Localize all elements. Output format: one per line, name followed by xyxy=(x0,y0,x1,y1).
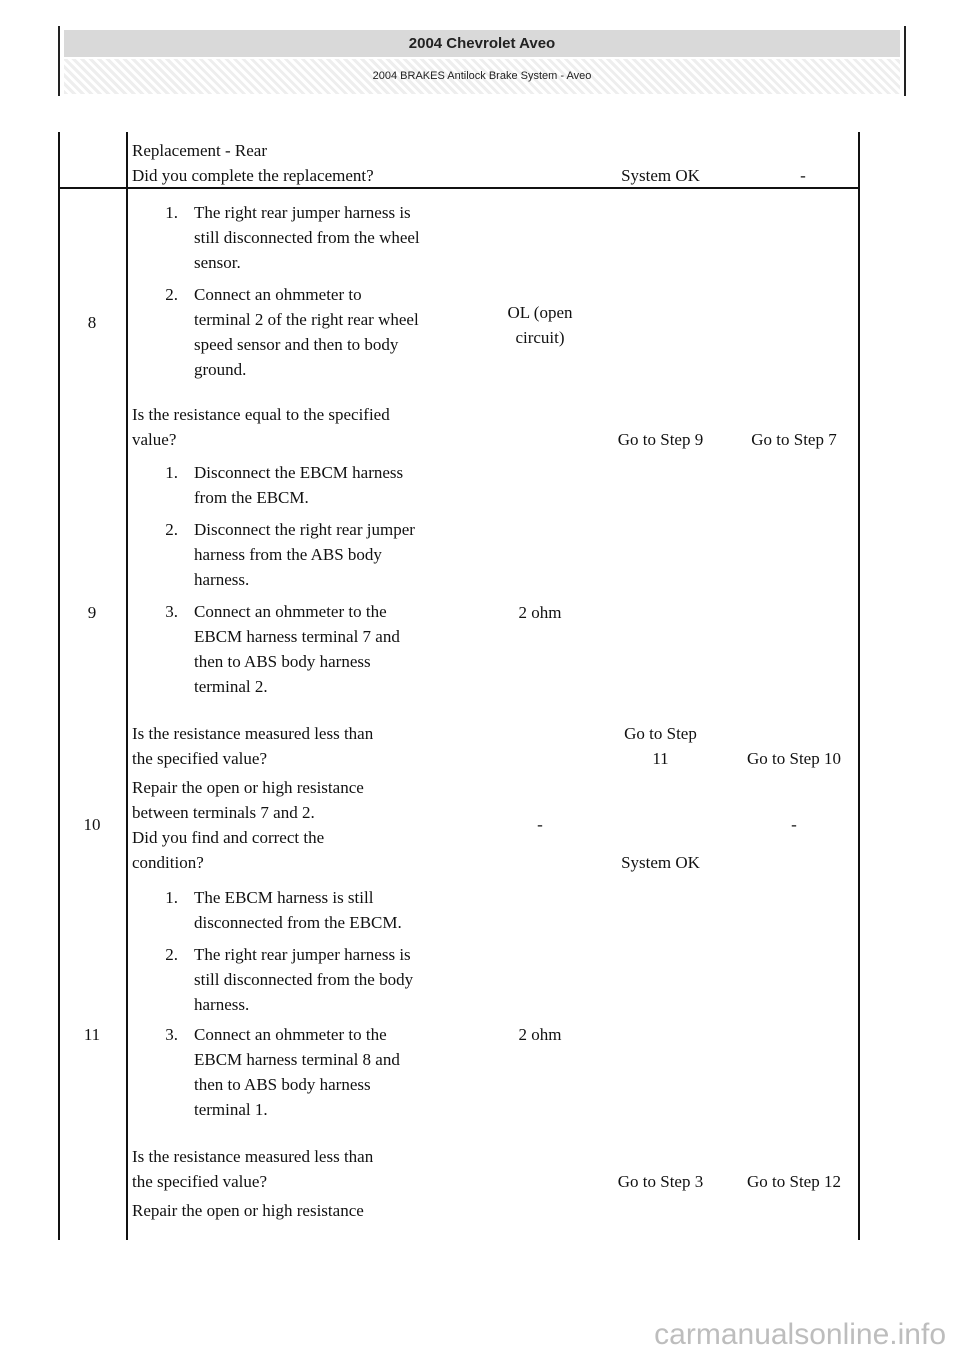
no-result: - xyxy=(800,166,806,185)
list-item-line: Connect an ohmmeter to the xyxy=(194,602,387,621)
table-border-right xyxy=(858,132,860,1240)
step-number: 8 xyxy=(87,313,97,332)
step-question: value? xyxy=(132,430,177,449)
list-item-line: Disconnect the EBCM harness xyxy=(194,463,404,482)
list-item-line: sensor. xyxy=(194,253,241,272)
yes-result: Go to Step xyxy=(624,724,697,743)
step-number: 11 xyxy=(83,1025,101,1044)
list-item-line: terminal 2 of the right rear wheel xyxy=(194,310,419,329)
list-item-line: then to ABS body harness xyxy=(194,652,371,671)
step-question: the specified value? xyxy=(132,1172,267,1191)
list-item-line: harness from the ABS body xyxy=(194,545,382,564)
watermark: carmanualsonline.info xyxy=(654,1318,946,1351)
step-question: Is the resistance measured less than xyxy=(132,1147,374,1166)
list-item-number: 2. xyxy=(165,520,178,539)
no-result: - xyxy=(791,815,797,834)
spec-value: 2 ohm xyxy=(518,1025,562,1044)
list-item-number: 1. xyxy=(165,888,178,907)
action-line: between terminals 7 and 2. xyxy=(132,803,315,822)
spec-value: circuit) xyxy=(515,328,565,347)
action-line: condition? xyxy=(132,853,204,872)
action-line: Did you find and correct the xyxy=(132,828,325,847)
list-item-number: 2. xyxy=(165,285,178,304)
header-border-left xyxy=(58,26,60,96)
list-item-number: 2. xyxy=(165,945,178,964)
yes-result: System OK xyxy=(621,853,700,872)
yes-result: 11 xyxy=(652,749,669,768)
list-item-number: 3. xyxy=(165,602,178,621)
list-item-line: disconnected from the EBCM. xyxy=(194,913,402,932)
step-number: 10 xyxy=(83,815,101,834)
no-result: Go to Step 12 xyxy=(747,1172,841,1191)
step-question: the specified value? xyxy=(132,749,267,768)
spec-value: 2 ohm xyxy=(518,603,562,622)
list-item-line: Connect an ohmmeter to the xyxy=(194,1025,387,1044)
step-question: Is the resistance equal to the specified xyxy=(132,405,390,424)
header-border-right xyxy=(904,26,906,96)
yes-result: Go to Step 9 xyxy=(617,430,704,449)
action-line: Repair the open or high resistance xyxy=(132,1201,364,1220)
yes-result: Go to Step 3 xyxy=(617,1172,704,1191)
list-item-line: terminal 2. xyxy=(194,677,268,696)
list-item-line: ground. xyxy=(194,360,247,379)
spec-value: OL (open xyxy=(507,303,573,322)
list-item-line: EBCM harness terminal 7 and xyxy=(194,627,400,646)
list-item-line: EBCM harness terminal 8 and xyxy=(194,1050,400,1069)
step-number: 9 xyxy=(87,603,97,622)
list-item-line: from the EBCM. xyxy=(194,488,309,507)
list-item-line: harness. xyxy=(194,570,250,589)
list-item-line: Connect an ohmmeter to xyxy=(194,285,362,304)
list-item-line: terminal 1. xyxy=(194,1100,268,1119)
action-line: Repair the open or high resistance xyxy=(132,778,364,797)
spec-value: - xyxy=(537,815,543,834)
table-divider-step xyxy=(126,132,128,1240)
list-item-number: 3. xyxy=(165,1025,178,1044)
list-item-number: 1. xyxy=(165,203,178,222)
header-subtitle: 2004 BRAKES Antilock Brake System - Aveo xyxy=(64,59,900,94)
action-question: Did you complete the replacement? xyxy=(132,166,374,185)
list-item-line: Disconnect the right rear jumper xyxy=(194,520,415,539)
list-item-line: still disconnected from the body xyxy=(194,970,414,989)
yes-result: System OK xyxy=(621,166,700,185)
diagnostic-table xyxy=(58,132,860,1240)
header-title: 2004 Chevrolet Aveo xyxy=(64,30,900,57)
list-item-number: 1. xyxy=(165,463,178,482)
list-item-line: The right rear jumper harness is xyxy=(194,945,411,964)
list-item-line: harness. xyxy=(194,995,250,1014)
list-item-line: still disconnected from the wheel xyxy=(194,228,420,247)
list-item-line: The EBCM harness is still xyxy=(194,888,374,907)
no-result: Go to Step 7 xyxy=(751,430,837,449)
list-item-line: speed sensor and then to body xyxy=(194,335,399,354)
document-header xyxy=(58,26,906,96)
list-item-line: The right rear jumper harness is xyxy=(194,203,411,222)
step-question: Is the resistance measured less than xyxy=(132,724,374,743)
list-item-line: then to ABS body harness xyxy=(194,1075,371,1094)
action-line: Replacement - Rear xyxy=(132,141,267,160)
no-result: Go to Step 10 xyxy=(747,749,841,768)
table-border-left xyxy=(58,132,60,1240)
